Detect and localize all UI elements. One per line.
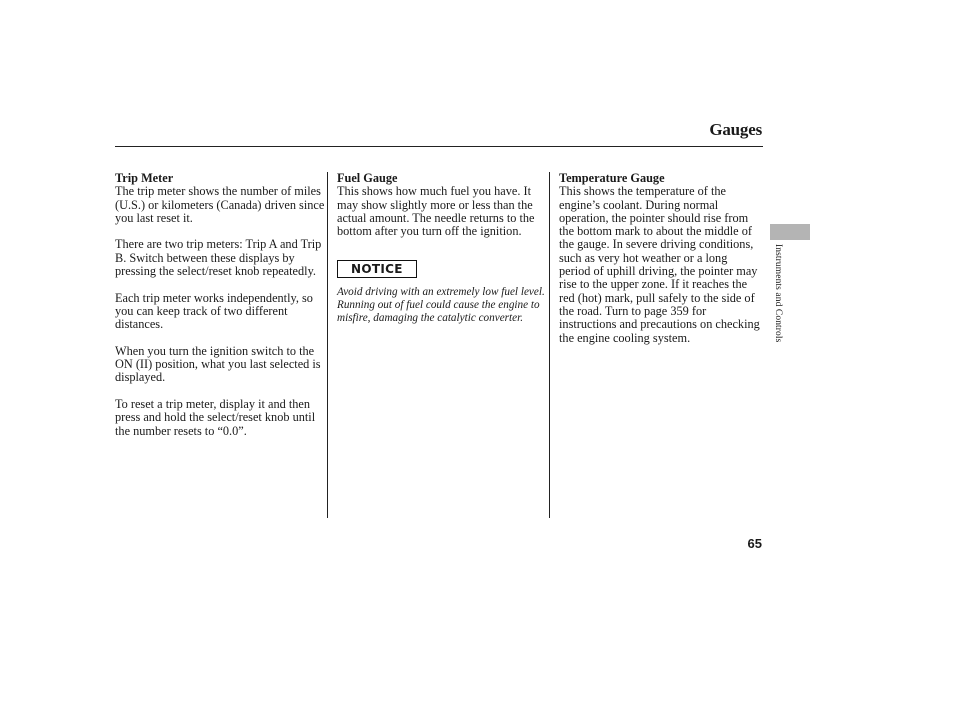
page-number: 65 xyxy=(747,536,762,551)
paragraph: To reset a trip meter, display it and then press and hold the select/reset knob until the number resets to “0.0”. xyxy=(115,397,316,438)
column-divider xyxy=(549,172,550,518)
paragraph: There are two trip meters: Trip A and Trip B. Switch between these displays by pressing the select/reset knob repeatedly. xyxy=(115,237,322,279)
column-divider xyxy=(327,172,328,518)
section-tab-label: Instruments and Controls xyxy=(773,244,783,343)
paragraph: This shows how much fuel you have. It may show slightly more or less than the actual amount. The needle returns to the bottom after you turn off the ignition. xyxy=(337,184,535,239)
page-title: Gauges xyxy=(709,120,762,139)
fuel-gauge-section xyxy=(337,172,545,325)
section-tab xyxy=(770,224,810,240)
temperature-gauge-heading: Temperature Gauge xyxy=(559,171,665,185)
paragraph: The trip meter shows the number of miles (U.S.) or kilometers (Canada) driven since you last reset it. xyxy=(115,184,325,225)
paragraph: Each trip meter works independently, so you can keep track of two different distances. xyxy=(115,290,313,332)
paragraph: This shows the temperature of the engine’s coolant. During normal operation, the pointer should rise from the bottom mark to about the middle of the gauge. In severe driving conditions, such as very hot weather or a long period of uphill driving, the pointer may rise to the upper zone. If it reaches the red (hot) mark, pull safely to the side of the road. Turn to page 359 for instructions and precautions on checking the engine cooling system. xyxy=(559,184,760,345)
fuel-gauge-heading: Fuel Gauge xyxy=(337,171,398,185)
header-rule xyxy=(115,146,763,147)
temperature-gauge-section xyxy=(559,172,761,358)
paragraph: When you turn the ignition switch to the ON (II) position, what you last selected is displayed. xyxy=(115,343,321,385)
notice-text: Avoid driving with an extremely low fuel level. Running out of fuel could cause the engine to misfire, damaging the catalytic converter. xyxy=(337,285,545,325)
trip-meter-section xyxy=(115,172,325,451)
trip-meter-heading: Trip Meter xyxy=(115,171,174,185)
notice-label: NOTICE xyxy=(337,260,417,278)
